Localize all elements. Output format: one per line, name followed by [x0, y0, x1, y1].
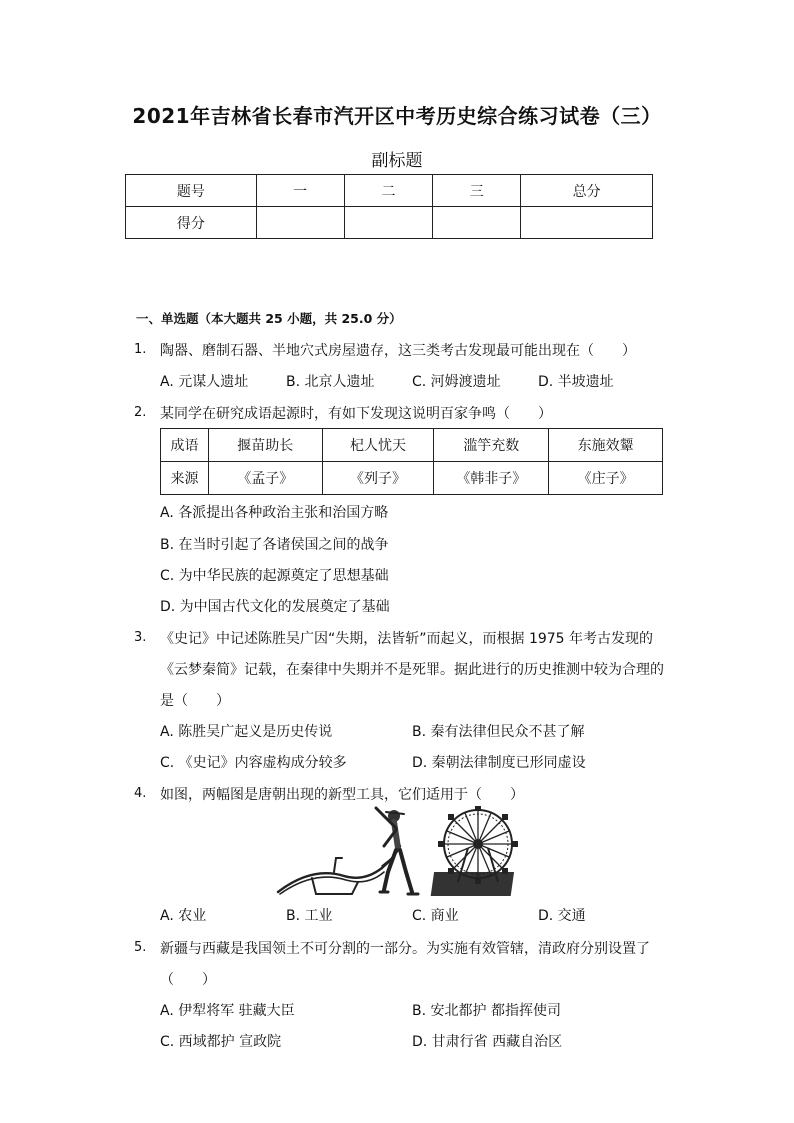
- question-stem-line-2: 《云梦秦简》记载，在秦律中失期并不是死罪。据此进行的历史推测中较为合理的: [160, 662, 664, 678]
- score-table-score-row: [126, 207, 653, 239]
- table-cell: 《孟子》: [208, 462, 322, 495]
- option-d: D. 甘肃行省 西藏自治区: [412, 1034, 563, 1050]
- question-number: 5.: [134, 940, 147, 955]
- option-a: A. 农业: [160, 908, 207, 924]
- score-table-header-row: [126, 175, 653, 207]
- water-wheel-illustration: [431, 806, 518, 896]
- option-b: B. 工业: [286, 908, 333, 924]
- question-number: 3.: [134, 630, 147, 645]
- table-cell: 成语: [161, 429, 209, 462]
- question-stem-line-2: （ ）: [160, 972, 216, 988]
- option-a: A. 元谋人遗址: [160, 374, 249, 390]
- exam-subtitle: 副标题: [371, 151, 423, 171]
- table-cell: 《庄子》: [549, 462, 663, 495]
- table-cell: 杞人忧天: [322, 429, 434, 462]
- curved-plough-illustration: [278, 808, 418, 894]
- score-cell: [433, 207, 521, 239]
- option-b: B. 在当时引起了各诸侯国之间的战争: [160, 537, 389, 553]
- option-b: B. 北京人遗址: [286, 374, 375, 390]
- exam-title: 2021年吉林省长春市汽开区中考历史综合练习试卷（三）: [132, 104, 662, 128]
- option-c: C. 商业: [412, 908, 459, 924]
- question-number: 4.: [134, 786, 147, 801]
- option-d: D. 交通: [538, 908, 586, 924]
- question-number: 1.: [134, 342, 147, 357]
- score-cell: 二: [344, 175, 433, 207]
- option-c: C. 西域都护 宣政院: [160, 1034, 282, 1050]
- score-cell: 得分: [126, 207, 257, 239]
- question-stem: 如图，两幅图是唐朝出现的新型工具，它们适用于（ ）: [160, 787, 524, 803]
- idiom-row: [161, 429, 663, 462]
- question-stem: 陶器、磨制石器、半地穴式房屋遗存，这三类考古发现最可能出现在（ ）: [160, 343, 636, 359]
- option-c: C. 河姆渡遗址: [412, 374, 501, 390]
- section-heading: 一、单选题（本大题共 25 小题，共 25.0 分）: [136, 311, 402, 326]
- score-cell: [344, 207, 433, 239]
- option-b: B. 安北都护 都指挥使司: [412, 1003, 561, 1019]
- idiom-source-table: [160, 428, 663, 495]
- table-cell: 来源: [161, 462, 209, 495]
- question-stem-line-1: 新疆与西藏是我国领土不可分割的一部分。为实施有效管辖，清政府分别设置了: [160, 941, 650, 957]
- score-cell: 题号: [126, 175, 257, 207]
- table-cell: 滥竽充数: [434, 429, 549, 462]
- source-row: [161, 462, 663, 495]
- question-stem: 某同学在研究成语起源时，有如下发现这说明百家争鸣（ ）: [160, 406, 552, 422]
- score-cell: 一: [256, 175, 344, 207]
- score-cell: 总分: [521, 175, 653, 207]
- score-table: [125, 174, 653, 239]
- option-a: A. 伊犁将军 驻藏大臣: [160, 1003, 295, 1019]
- table-cell: 《列子》: [322, 462, 434, 495]
- tang-tools-figure: [272, 806, 524, 900]
- option-c: C. 《史记》内容虚构成分较多: [160, 755, 347, 771]
- option-d: D. 为中国古代文化的发展奠定了基础: [160, 599, 390, 615]
- question-number: 2.: [134, 405, 147, 420]
- option-d: D. 秦朝法律制度已形同虚设: [412, 755, 586, 771]
- question-stem-line-3: 是（ ）: [160, 693, 230, 709]
- table-cell: 揠苗助长: [208, 429, 322, 462]
- option-c: C. 为中华民族的起源奠定了思想基础: [160, 568, 389, 584]
- question-stem-line-1: 《史记》中记述陈胜吴广因“失期，法皆斩”而起义，而根据 1975 年考古发现的: [160, 631, 654, 647]
- option-b: B. 秦有法律但民众不甚了解: [412, 724, 585, 740]
- score-cell: [521, 207, 653, 239]
- table-cell: 《韩非子》: [434, 462, 549, 495]
- option-a: A. 陈胜吴广起义是历史传说: [160, 724, 333, 740]
- score-cell: 三: [433, 175, 521, 207]
- option-a: A. 各派提出各种政治主张和治国方略: [160, 505, 389, 521]
- table-cell: 东施效颦: [549, 429, 663, 462]
- score-cell: [256, 207, 344, 239]
- option-d: D. 半坡遗址: [538, 374, 614, 390]
